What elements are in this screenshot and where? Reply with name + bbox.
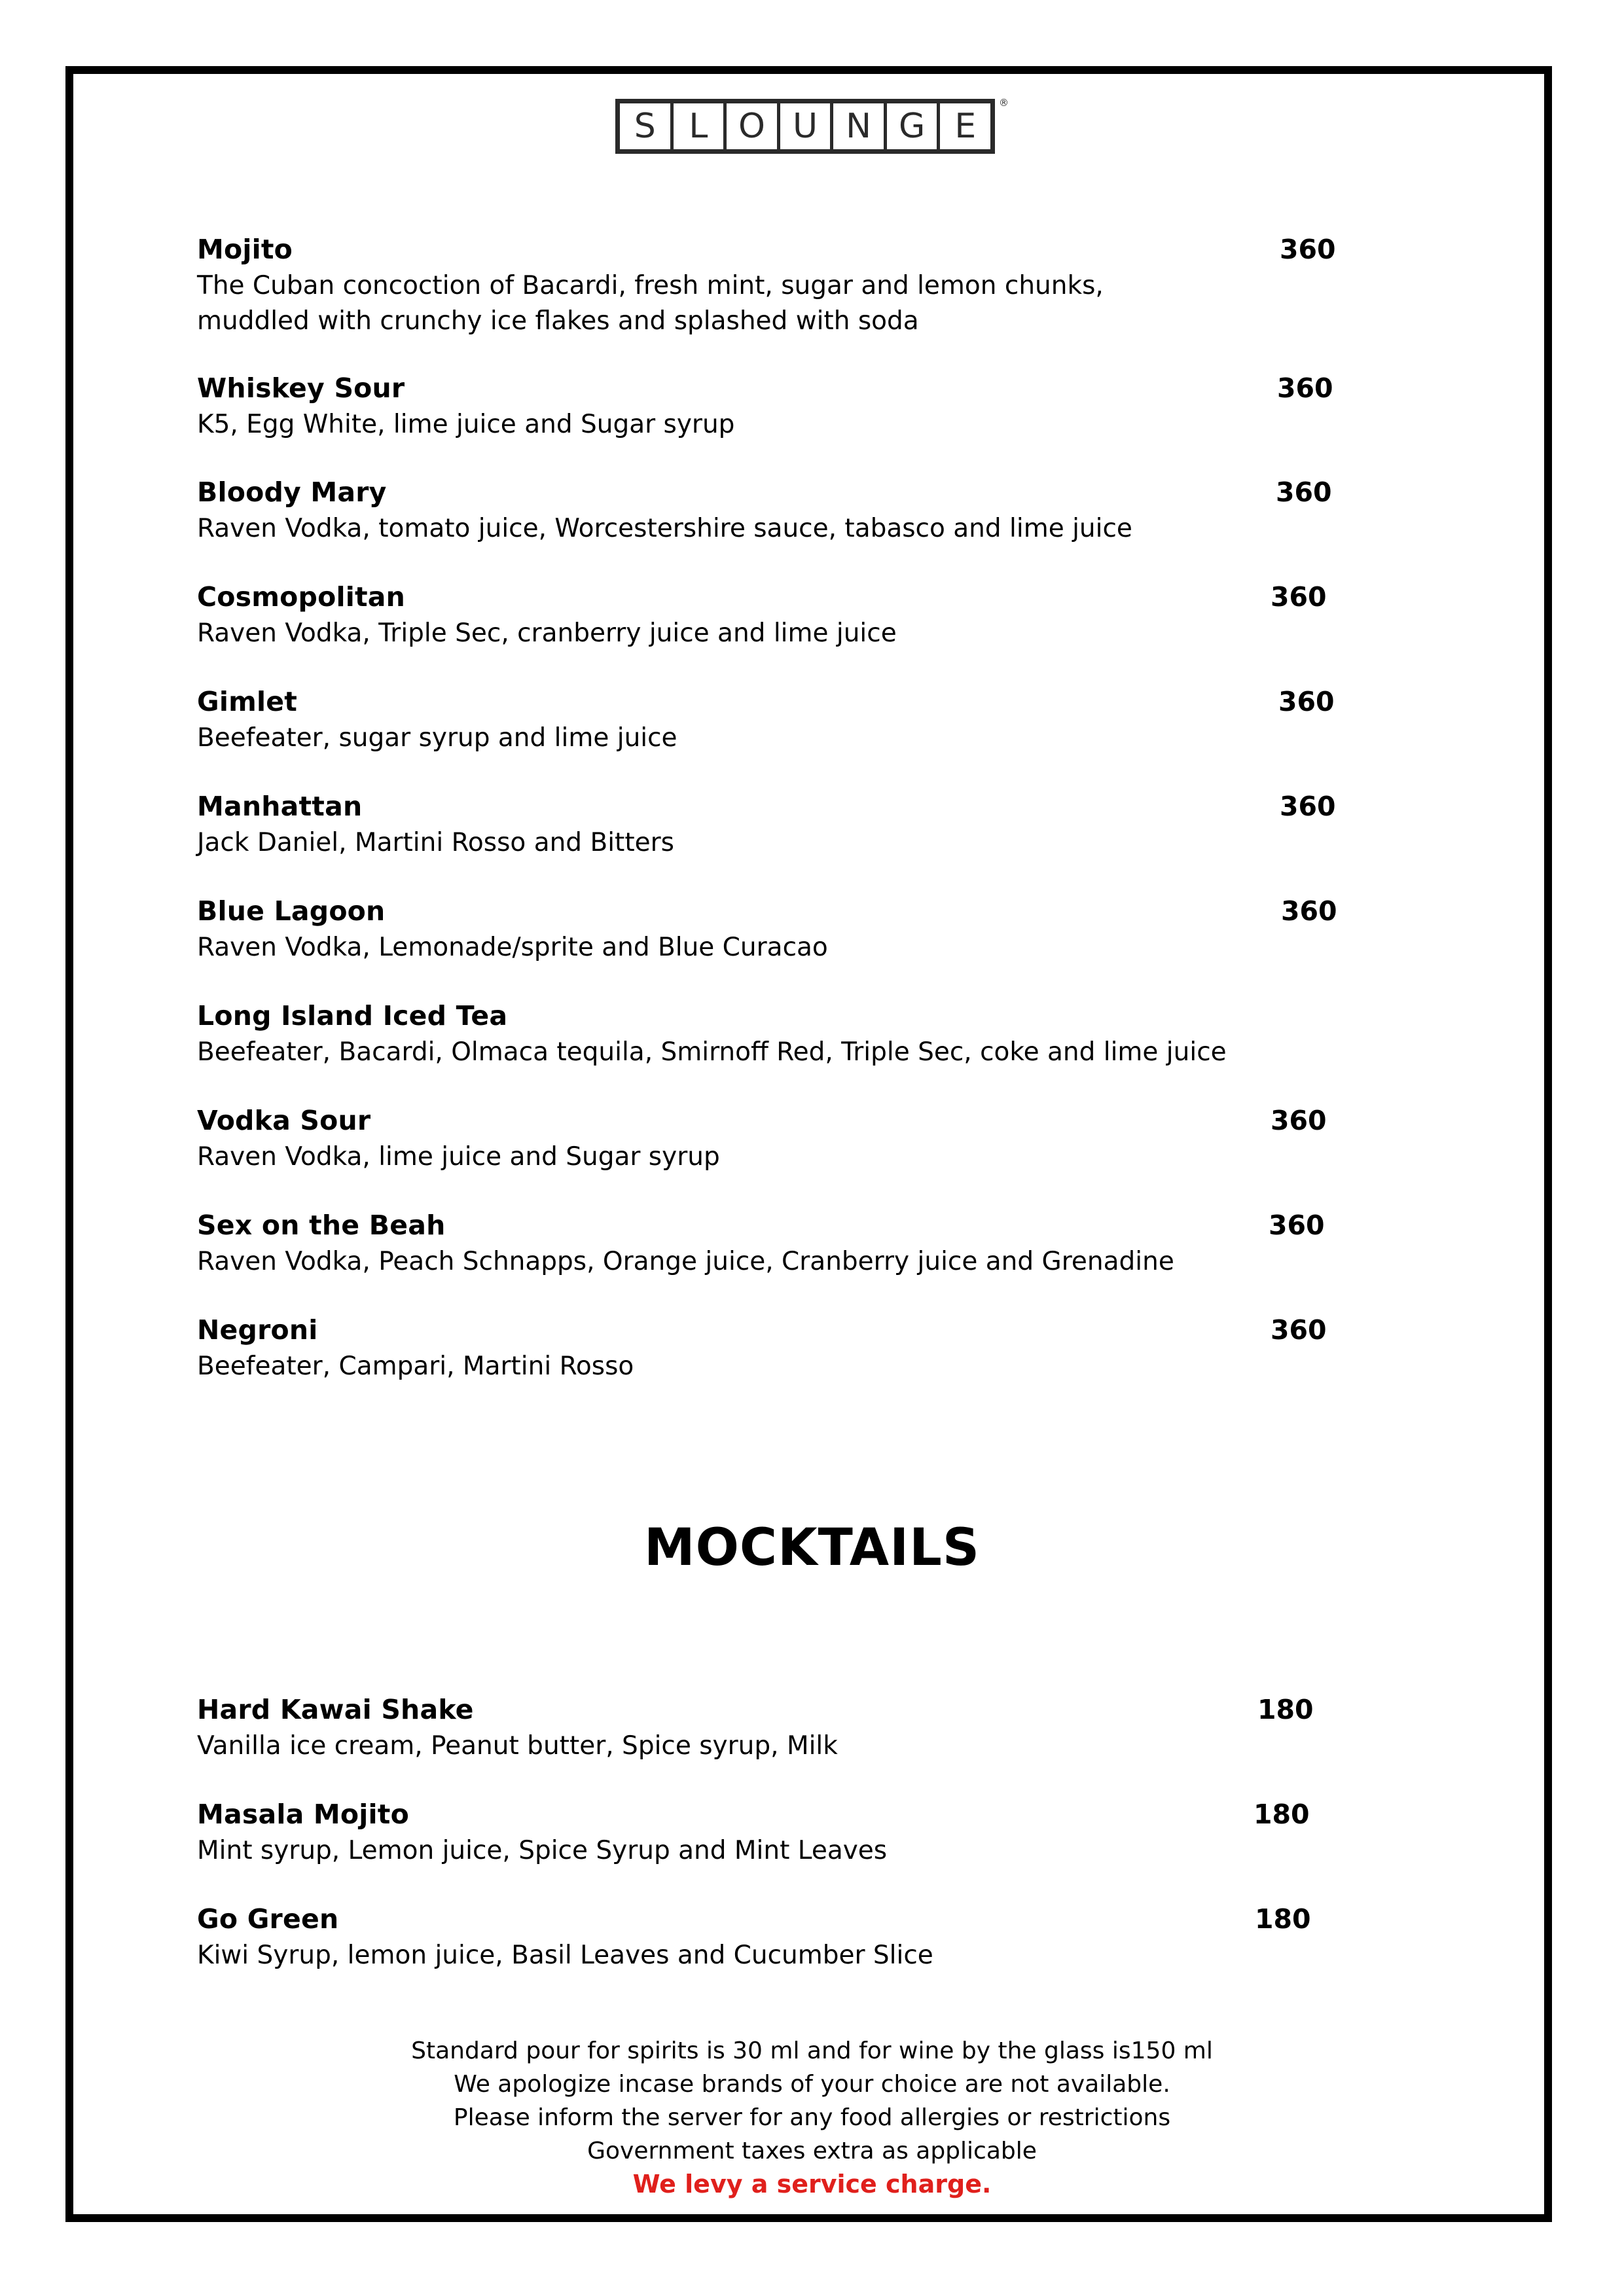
- footer-notes: [0, 2034, 1624, 2201]
- item-description-line: Kiwi Syrup, lemon juice, Basil Leaves and Cucumber Slice: [197, 1941, 933, 1970]
- slounge-logo: [615, 99, 995, 154]
- item-description-line: Raven Vodka, lime juice and Sugar syrup: [197, 1142, 720, 1172]
- logo-letter: E: [954, 107, 977, 146]
- section-title-mocktails: MOCKTAILS: [643, 1518, 981, 1577]
- item-price: 360: [1280, 234, 1336, 265]
- item-name: Sex on the Beah: [197, 1210, 446, 1241]
- item-price: 360: [1280, 791, 1336, 822]
- item-price: 180: [1254, 1799, 1310, 1830]
- item-description-line: Beefeater, sugar syrup and lime juice: [197, 723, 677, 753]
- item-price: 360: [1276, 476, 1332, 508]
- item-name: Go Green: [197, 1903, 339, 1935]
- item-description: [197, 1349, 634, 1384]
- item-price: 360: [1271, 1314, 1327, 1346]
- item-name: Blue Lagoon: [197, 895, 386, 927]
- logo-letter: O: [727, 103, 780, 149]
- item-description-line: Beefeater, Campari, Martini Rosso: [197, 1352, 634, 1381]
- service-charge-note: We levy a service charge.: [632, 2170, 992, 2198]
- item-price: 360: [1269, 1210, 1325, 1241]
- item-name: Whiskey Sour: [197, 372, 405, 404]
- footer-note: Government taxes extra as applicable: [587, 2138, 1037, 2164]
- item-description: [197, 1833, 887, 1869]
- item-name: Mojito: [197, 234, 293, 265]
- item-description-line: Raven Vodka, Peach Schnapps, Orange juice, Cranberry juice and Grenadine: [197, 1247, 1174, 1276]
- item-description-line: K5, Egg White, lime juice and Sugar syrup: [197, 410, 735, 439]
- item-price: 180: [1257, 1694, 1314, 1725]
- item-description: [197, 268, 1104, 339]
- item-description: [197, 930, 828, 965]
- item-description-line: Raven Vodka, Lemonade/sprite and Blue Curacao: [197, 933, 828, 962]
- item-description: [197, 407, 734, 442]
- item-description: [197, 511, 1132, 547]
- item-name: Masala Mojito: [197, 1799, 409, 1830]
- footer-note: We apologize incase brands of your choice are not available.: [454, 2071, 1170, 2098]
- item-price: 360: [1278, 686, 1335, 717]
- logo-letter: U: [780, 103, 834, 149]
- item-price: 360: [1271, 581, 1327, 613]
- item-name: Manhattan: [197, 791, 363, 822]
- registered-mark: ®: [999, 97, 1009, 109]
- item-price: 360: [1277, 372, 1333, 404]
- logo-letter: G: [887, 103, 941, 149]
- item-description-line: Jack Daniel, Martini Rosso and Bitters: [197, 828, 674, 857]
- item-name: Vodka Sour: [197, 1105, 371, 1136]
- item-description: [197, 1244, 1174, 1280]
- item-description-line: Raven Vodka, tomato juice, Worcestershire sauce, tabasco and lime juice: [197, 514, 1132, 543]
- item-description: [197, 1729, 838, 1764]
- item-name: Negroni: [197, 1314, 318, 1346]
- item-description-line: Raven Vodka, Triple Sec, cranberry juice and lime juice: [197, 619, 897, 648]
- footer-note: Standard pour for spirits is 30 ml and for wine by the glass is150 ml: [411, 2037, 1213, 2064]
- item-description-line: Beefeater, Bacardi, Olmaca tequila, Smirnoff Red, Triple Sec, coke and lime juice: [197, 1037, 1227, 1067]
- logo-letter: N: [833, 103, 887, 149]
- item-price: 360: [1271, 1105, 1327, 1136]
- item-description: [197, 1035, 1227, 1070]
- item-description: [197, 1139, 720, 1175]
- item-description: [197, 721, 677, 756]
- item-price: 180: [1255, 1903, 1311, 1935]
- item-name: Hard Kawai Shake: [197, 1694, 474, 1725]
- item-description: [197, 825, 674, 861]
- item-name: Cosmopolitan: [197, 581, 406, 613]
- item-description: [197, 1938, 933, 1973]
- item-name: Gimlet: [197, 686, 298, 717]
- item-description-line: Vanilla ice cream, Peanut butter, Spice syrup, Milk: [197, 1731, 838, 1761]
- logo-letter: L: [674, 103, 727, 149]
- item-name: Bloody Mary: [197, 476, 387, 508]
- item-description-line: Mint syrup, Lemon juice, Spice Syrup and Mint Leaves: [197, 1836, 888, 1865]
- footer-note: Please inform the server for any food allergies or restrictions: [453, 2104, 1171, 2131]
- item-name: Long Island Iced Tea: [197, 1000, 508, 1031]
- item-description-line: The Cuban concoction of Bacardi, fresh mint, sugar and lemon chunks,: [197, 271, 1104, 300]
- item-price: 360: [1281, 895, 1337, 927]
- item-description: [197, 616, 897, 651]
- logo-letter: S: [620, 103, 674, 149]
- item-description-line: muddled with crunchy ice flakes and splashed with soda: [197, 306, 919, 336]
